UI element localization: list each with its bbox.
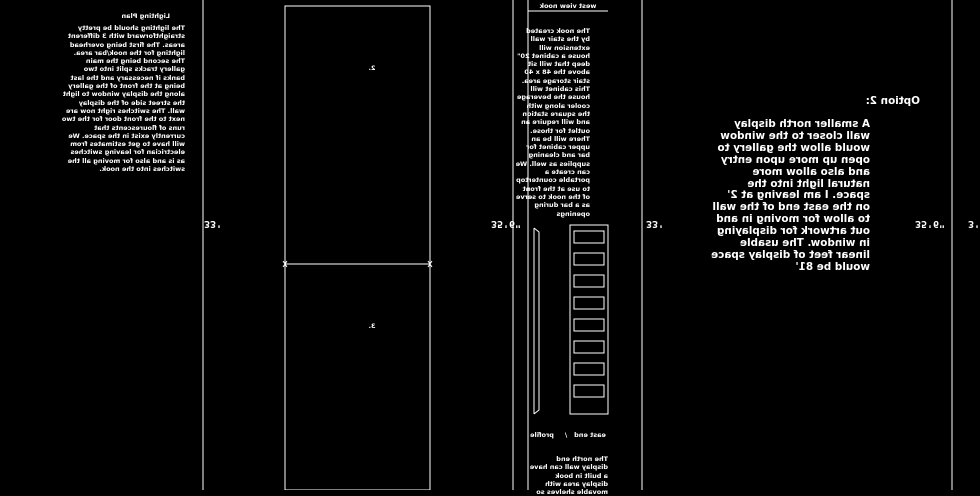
zone-label-3: 3. xyxy=(368,322,376,330)
cabinet-profile xyxy=(534,228,539,414)
dimension-35-6-middle: 35'6" xyxy=(490,218,522,229)
gallery-plan-outline xyxy=(285,6,430,490)
option2-title: Option 2: xyxy=(865,95,920,107)
cooler-shelves xyxy=(574,231,604,397)
lighting-plan-body: The lighting should be pretty straightforward with 3 different areas. The first being overhead lighting for the nook/bar area. The second being the main gallery tracks split into two banks if necessary and the last being at the front of the gallery along the display window to light the street side of the display wall. The switches right now are next to the front door for the two runs of flourescents that currently exist in the space. We will have to get estimates from electrician for leaving switches as is and also for moving all the switches into the nook. xyxy=(61,24,185,174)
dimension-33-left: 33' xyxy=(203,218,223,229)
west-view-label: west view nook xyxy=(539,2,597,10)
nook-note-body: The nook created by the stair wall extension will house a cabinet 20" deep that will sit above the 48 x 40 stair storage area. This cabinet will house the beverage cooler along with the square station and will require an outlet for those. There will be an upper cabinet for bar and cleaning supplies as well. We can create a portable countertop to use at the front of the nook to serve as a bar during openings xyxy=(515,27,590,218)
label-slash: / xyxy=(564,431,568,439)
profile-label: profile xyxy=(530,431,554,439)
lighting-plan-title: Lighting Plan xyxy=(121,12,170,20)
dimension-33-right: 33' xyxy=(645,218,665,229)
option2-body: A smaller north display wall closer to the window would allow the gallery to open up more upon entry and also allow more natural light into the space. I am leaving at 2' on the east end of the wall to allow for moving in and out artwork for displaying in window. The usable linear feet of display space would be 81' xyxy=(711,118,870,273)
dimension-3-edge: 3' xyxy=(968,218,980,229)
dimension-35-6-right: 35'6" xyxy=(914,218,946,229)
zone-label-2: 2. xyxy=(368,64,376,72)
north-display-note: The north end display wall can have a built in book display area with movable shelves so xyxy=(529,455,608,496)
east-end-label: east end xyxy=(574,431,606,439)
